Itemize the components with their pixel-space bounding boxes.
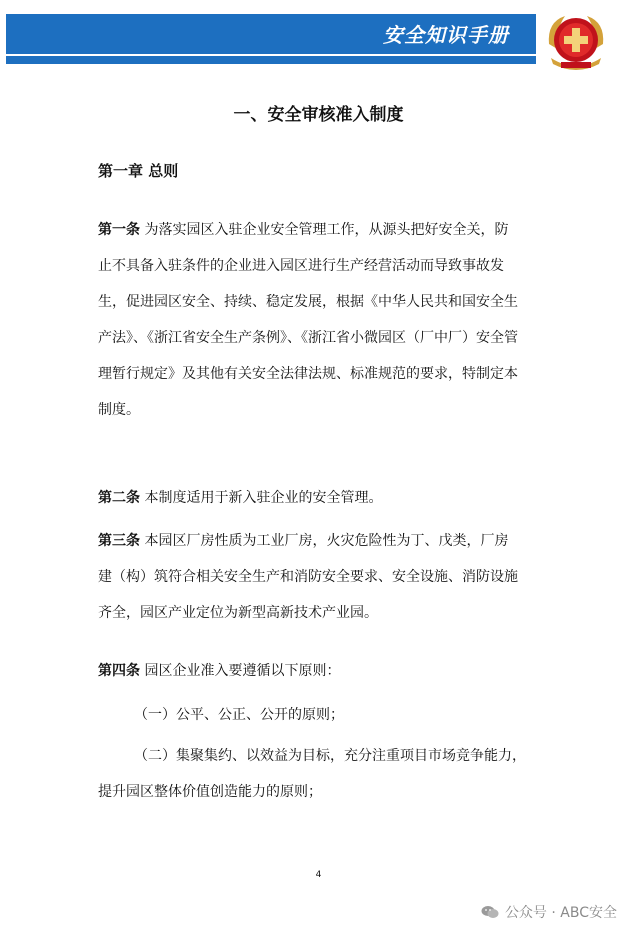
principle-1: [134, 697, 554, 733]
principle-line: （二）集聚集约、以效益为目标，充分注重项目市场竞争能力，: [134, 748, 526, 764]
chapter-heading: 第一章 总则: [98, 162, 179, 180]
article-2: [98, 480, 548, 516]
article-line: 止不具备入驻条件的企业进入园区进行生产经营活动而导致事故发: [98, 258, 504, 274]
article-line: 理暂行规定》及其他有关安全法律法规、标准规范的要求，特制定本: [98, 366, 518, 382]
wechat-icon: [481, 905, 499, 919]
article-line: 为落实园区入驻企业安全管理工作，从源头把好安全关，防: [144, 222, 509, 238]
principle-line: （一）公平、公正、公开的原则；: [134, 707, 344, 723]
watermark: [481, 902, 617, 922]
article-line: 园区企业准入要遵循以下原则：: [144, 663, 341, 679]
header-band-stripe: [6, 56, 536, 64]
article-line: 生，促进园区安全、持续、稳定发展，根据《中华人民共和国安全生: [98, 294, 518, 310]
article-line: 齐全，园区产业定位为新型高新技术产业园。: [98, 605, 378, 621]
article-label: 第二条: [98, 490, 140, 506]
article-line: 本园区厂房性质为工业厂房，火灾危险性为丁、戊类，厂房: [144, 533, 509, 549]
article-line: 本制度适用于新入驻企业的安全管理。: [144, 490, 383, 506]
article-3: [98, 523, 548, 631]
article-line: 产法》、《浙江省安全生产条例》、《浙江省小微园区（厂中厂）安全管: [98, 330, 518, 346]
page-number: 4: [315, 870, 322, 880]
article-label: 第一条: [98, 222, 140, 238]
header-title: 安全知识手册: [383, 23, 509, 47]
article-4: [98, 653, 548, 689]
principle-2: [98, 738, 548, 810]
document-header: [0, 0, 637, 80]
article-line: 制度。: [98, 402, 140, 418]
red-cross-emblem-icon: [541, 8, 611, 72]
principle-line: 提升园区整体价值创造能力的原则；: [98, 784, 322, 800]
article-label: 第四条: [98, 663, 140, 679]
document-title: 一、安全审核准入制度: [233, 105, 404, 125]
article-1: [98, 212, 548, 428]
article-line: 建（构）筑符合相关安全生产和消防安全要求、安全设施、消防设施: [98, 569, 518, 585]
article-label: 第三条: [98, 533, 140, 549]
watermark-text: 公众号 · ABC安全: [504, 905, 617, 921]
